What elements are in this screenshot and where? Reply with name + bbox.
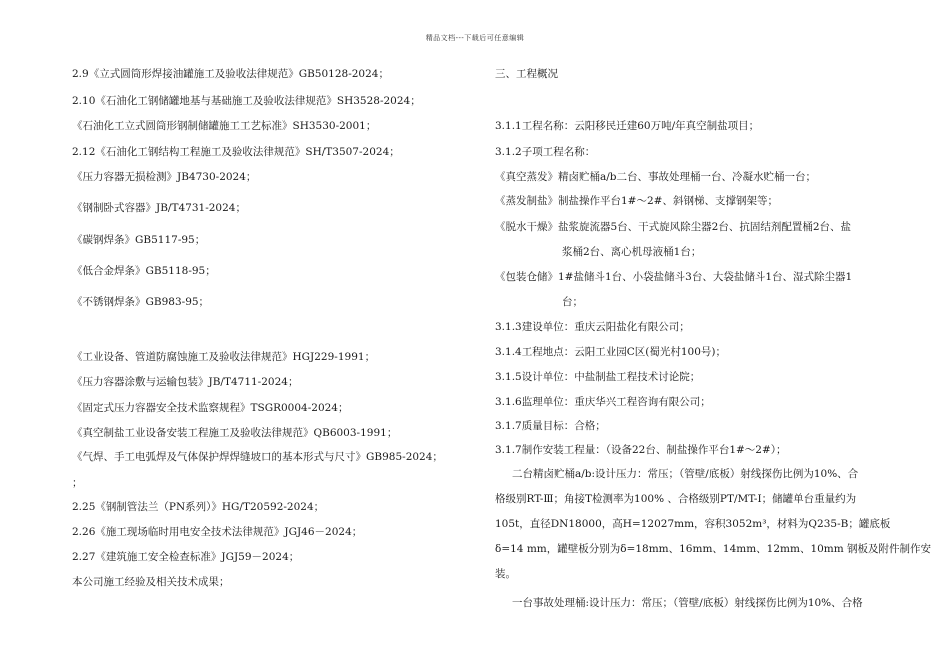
project-line: 3.1.3建设单位：重庆云阳盐化有限公司； <box>495 321 690 333</box>
reference-line: 《钢制卧式容器》JB/T4731-2024； <box>72 202 246 214</box>
reference-line: 《石油化工立式圆筒形钢制储罐施工工艺标准》SH3530-2001； <box>72 120 377 132</box>
project-line: 3.1.5设计单位：中盐制盐工程技术讨论院； <box>495 371 701 383</box>
paragraph-line: δ=14 mm，罐壁板分别为δ=18mm、16mm、14mm、12mm、10mm 钢板及附件制作安 <box>495 543 932 555</box>
reference-line: 《碳钢焊条》GB5117-95； <box>72 234 206 246</box>
reference-line: 《工业设备、管道防腐蚀施工及验收法律规范》HGJ229-1991； <box>72 351 376 363</box>
paragraph-line: 二台精卤贮桶a/b:设计压力：常压；（管壁/底板）射线探伤比例为10%、合 <box>512 468 859 480</box>
project-line: 3.1.7质量目标：合格； <box>495 420 606 432</box>
reference-line: 2.27《建筑施工安全检查标准》JGJ59－2024； <box>72 551 300 563</box>
project-line: 3.1.2子项工程名称： <box>495 146 596 158</box>
project-line: 3.1.7制作安装工程量：（设备22台、制盐操作平台1#～2#）； <box>495 444 787 456</box>
reference-line: 《气焊、手工电弧焊及气体保护焊焊缝坡口的基本形式与尺寸》GB985-2024； <box>72 451 443 463</box>
project-line: 3.1.4工程地点：云阳工业园C区(蜀光村100号)； <box>495 346 726 358</box>
reference-line: 《低合金焊条》GB5118-95； <box>72 265 216 277</box>
reference-line: 2.10《石油化工钢储罐地基与基础施工及验收法律规范》SH3528-2024； <box>72 95 421 107</box>
reference-line: 2.12《石油化工钢结构工程施工及验收法律规范》SH/T3507-2024； <box>72 146 400 158</box>
project-line: 3.1.6监理单位：重庆华兴工程咨询有限公司； <box>495 396 711 408</box>
project-line: 《脱水干燥》盐浆旋流器5台、干式旋风除尘器2台、抗固结剂配置桶2台、盐 <box>495 221 852 233</box>
reference-line: 本公司施工经验及相关技术成果； <box>72 576 230 588</box>
reference-line: 2.9《立式圆筒形焊接油罐施工及验收法律规范》GB50128-2024； <box>72 68 389 80</box>
reference-line: 2.25《钢制管法兰（PN系列）》HG/T20592-2024； <box>72 501 325 513</box>
project-line: 3.1.1工程名称：云阳移民迁建60万吨/年真空制盐项目； <box>495 120 760 132</box>
paragraph-line: 105t，直径DN18000，高H=12027mm，容积3052m³，材料为Q235-B；罐底板 <box>495 518 891 530</box>
reference-line: 《真空制盐工业设备安装工程施工及验收法律规范》QB6003-1991； <box>72 427 398 439</box>
reference-line: ； <box>72 477 83 489</box>
reference-line: 2.26《施工现场临时用电安全技术法律规范》JGJ46－2024； <box>72 526 363 538</box>
reference-line: 《压力容器无损检测》JB4730-2024； <box>72 171 257 183</box>
section-heading: 三、工程概况 <box>495 68 558 80</box>
project-line: 《包装仓储》1#盐储斗1台、小袋盐储斗3台、大袋盐储斗1台、湿式除尘器1 <box>495 271 853 283</box>
paragraph-line: 一台事故处理桶:设计压力：常压；（管壁/底板）射线探伤比例为10%、合格 <box>512 597 863 609</box>
paragraph-line: 格级别RT-Ⅲ；角接T检测率为100% 、合格级别PT/MT-Ⅰ；储罐单台重量约为 <box>495 493 857 505</box>
reference-line: 《压力容器涂敷与运输包装》JB/T4711-2024； <box>72 376 299 388</box>
paragraph-line: 装。 <box>495 568 516 580</box>
reference-line: 《固定式压力容器安全技术监察规程》TSGR0004-2024； <box>72 402 349 414</box>
project-line: 《真空蒸发》精卤贮桶a/b二台、事故处理桶一台、冷凝水贮桶一台； <box>495 171 817 183</box>
project-line: 《蒸发制盐》制盐操作平台1#～2#、斜钢梯、支撑钢架等； <box>495 195 778 207</box>
reference-line: 《不锈钢焊条》GB983-95； <box>72 296 210 308</box>
project-line: 浆桶2台、离心机母液桶1台； <box>562 246 702 258</box>
project-line: 台； <box>562 296 583 308</box>
page-header: 精品文档---下载后可任意编辑 <box>425 34 525 42</box>
